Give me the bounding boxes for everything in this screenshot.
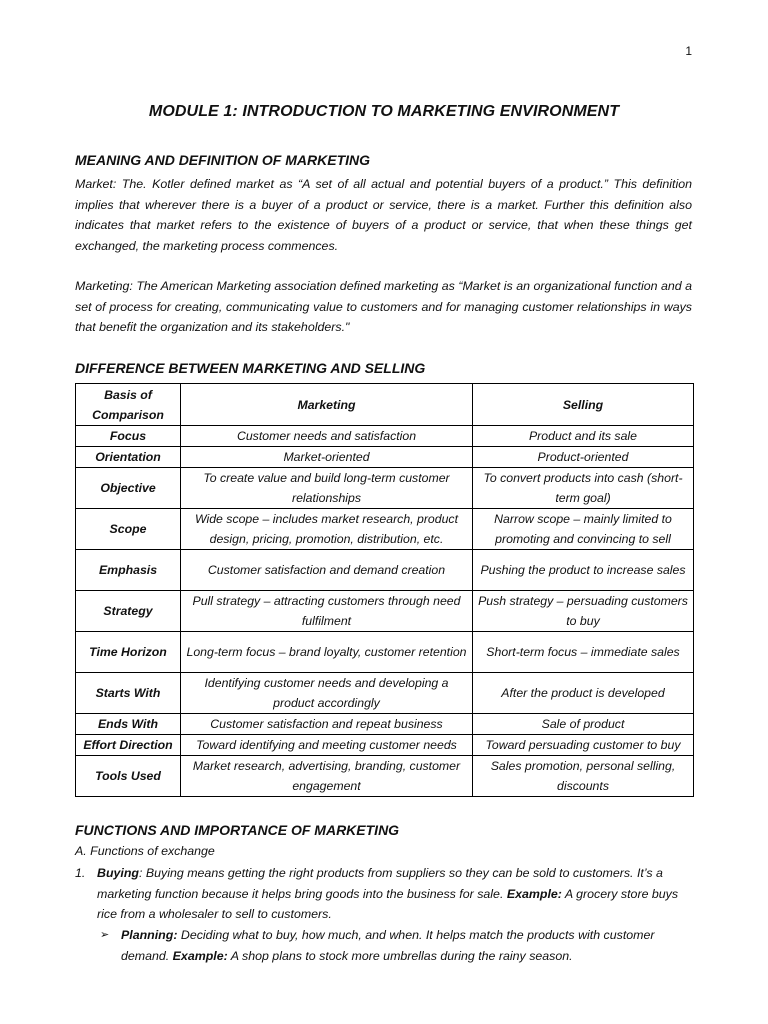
example-label: Example: bbox=[506, 886, 562, 901]
table-cell: Sale of product bbox=[473, 714, 694, 735]
table-cell: Identifying customer needs and developing a product accordingly bbox=[181, 673, 473, 714]
table-cell: Market-oriented bbox=[181, 447, 473, 468]
table-cell: Effort Direction bbox=[76, 735, 181, 756]
table-header-row bbox=[76, 384, 694, 426]
table-row bbox=[76, 426, 694, 447]
planning-description: Deciding what to buy, how much, and when. It helps match the products with customer demand. bbox=[121, 928, 655, 963]
table-cell: Product-oriented bbox=[473, 447, 694, 468]
buying-example: A grocery store buys rice from a wholesaler to sell to customers. bbox=[97, 886, 679, 921]
table-cell: Strategy bbox=[76, 591, 181, 632]
table-cell: Toward identifying and meeting customer needs bbox=[181, 735, 473, 756]
table-row bbox=[76, 673, 694, 714]
table-row bbox=[76, 468, 694, 509]
term-planning: Planning: bbox=[121, 928, 178, 942]
marketing-definition-paragraph: Marketing: The American Marketing association defined marketing as “Market is an organizational function and a set of process for creating, communicating value to customers and for managing customer relationships in ways that benefit the organization and its stakeholders." bbox=[75, 279, 692, 334]
buying-description: : Buying means getting the right products from suppliers so they can be sold to customers. It’s a marketing function because it helps bring goods into the business for sale. bbox=[97, 866, 663, 901]
column-header-marketing: Marketing bbox=[181, 384, 473, 426]
section-heading-difference: DIFFERENCE BETWEEN MARKETING AND SELLING bbox=[75, 360, 426, 376]
table-cell: To create value and build long-term customer relationships bbox=[181, 468, 473, 509]
table-row bbox=[76, 632, 694, 673]
planning-example: A shop plans to stock more umbrellas during the rainy season. bbox=[227, 948, 573, 963]
table-cell: Starts With bbox=[76, 673, 181, 714]
table-cell: Push strategy – persuading customers to buy bbox=[473, 591, 694, 632]
market-definition-paragraph: Market: The. Kotler defined market as “A set of all actual and potential buyers of a product.” This definition implies that wherever there is a buyer of a product or service, there is a market. Further this definition also indicates that market refers to the existence of buyers of a product or service, that when these things get exchanged, the marketing process commences. bbox=[75, 177, 692, 253]
table-row bbox=[76, 591, 694, 632]
table-row bbox=[76, 447, 694, 468]
table-row bbox=[76, 509, 694, 550]
column-header-selling: Selling bbox=[473, 384, 694, 426]
table-cell: To convert products into cash (short-term goal) bbox=[473, 468, 694, 509]
table-cell: Product and its sale bbox=[473, 426, 694, 447]
functions-subheading: A. Functions of exchange bbox=[75, 844, 215, 858]
table-cell: Short-term focus – immediate sales bbox=[473, 632, 694, 673]
page-number: 1 bbox=[685, 44, 692, 58]
list-item-text bbox=[97, 863, 692, 925]
table-cell: Tools Used bbox=[76, 756, 181, 797]
list-item-planning bbox=[97, 925, 692, 966]
table-cell: Objective bbox=[76, 468, 181, 509]
table-cell: Narrow scope – mainly limited to promoting and convincing to sell bbox=[473, 509, 694, 550]
table-cell: Customer satisfaction and demand creation bbox=[181, 550, 473, 591]
list-number: 1. bbox=[75, 866, 86, 880]
table-cell: Scope bbox=[76, 509, 181, 550]
table-cell: Customer needs and satisfaction bbox=[181, 426, 473, 447]
table-cell: Time Horizon bbox=[76, 632, 181, 673]
example-label: Example: bbox=[172, 948, 228, 963]
table-cell: Orientation bbox=[76, 447, 181, 468]
table-row bbox=[76, 735, 694, 756]
table-cell: Wide scope – includes market research, product design, pricing, promotion, distribution, etc. bbox=[181, 509, 473, 550]
table-row bbox=[76, 756, 694, 797]
table-cell: Sales promotion, personal selling, discounts bbox=[473, 756, 694, 797]
table-cell: After the product is developed bbox=[473, 673, 694, 714]
arrow-bullet-icon: ➢ bbox=[100, 929, 110, 941]
table-cell: Pull strategy – attracting customers through need fulfilment bbox=[181, 591, 473, 632]
section-heading-functions: FUNCTIONS AND IMPORTANCE OF MARKETING bbox=[75, 822, 400, 838]
table-cell: Focus bbox=[76, 426, 181, 447]
table-cell: Pushing the product to increase sales bbox=[473, 550, 694, 591]
table-row bbox=[76, 714, 694, 735]
term-buying: Buying bbox=[97, 866, 139, 880]
table-cell: Toward persuading customer to buy bbox=[473, 735, 694, 756]
table-row bbox=[76, 550, 694, 591]
table-cell: Long-term focus – brand loyalty, customer retention bbox=[181, 632, 473, 673]
column-header-basis: Basis of Comparison bbox=[76, 384, 181, 426]
list-item-text bbox=[121, 925, 692, 966]
table-cell: Customer satisfaction and repeat business bbox=[181, 714, 473, 735]
module-title: MODULE 1: INTRODUCTION TO MARKETING ENVIRONMENT bbox=[148, 103, 620, 120]
section-heading-meaning: MEANING AND DEFINITION OF MARKETING bbox=[75, 152, 371, 168]
table-cell: Market research, advertising, branding, customer engagement bbox=[181, 756, 473, 797]
table-cell: Emphasis bbox=[76, 550, 181, 591]
table-cell: Ends With bbox=[76, 714, 181, 735]
comparison-table bbox=[75, 383, 694, 797]
list-item-buying bbox=[75, 863, 692, 925]
